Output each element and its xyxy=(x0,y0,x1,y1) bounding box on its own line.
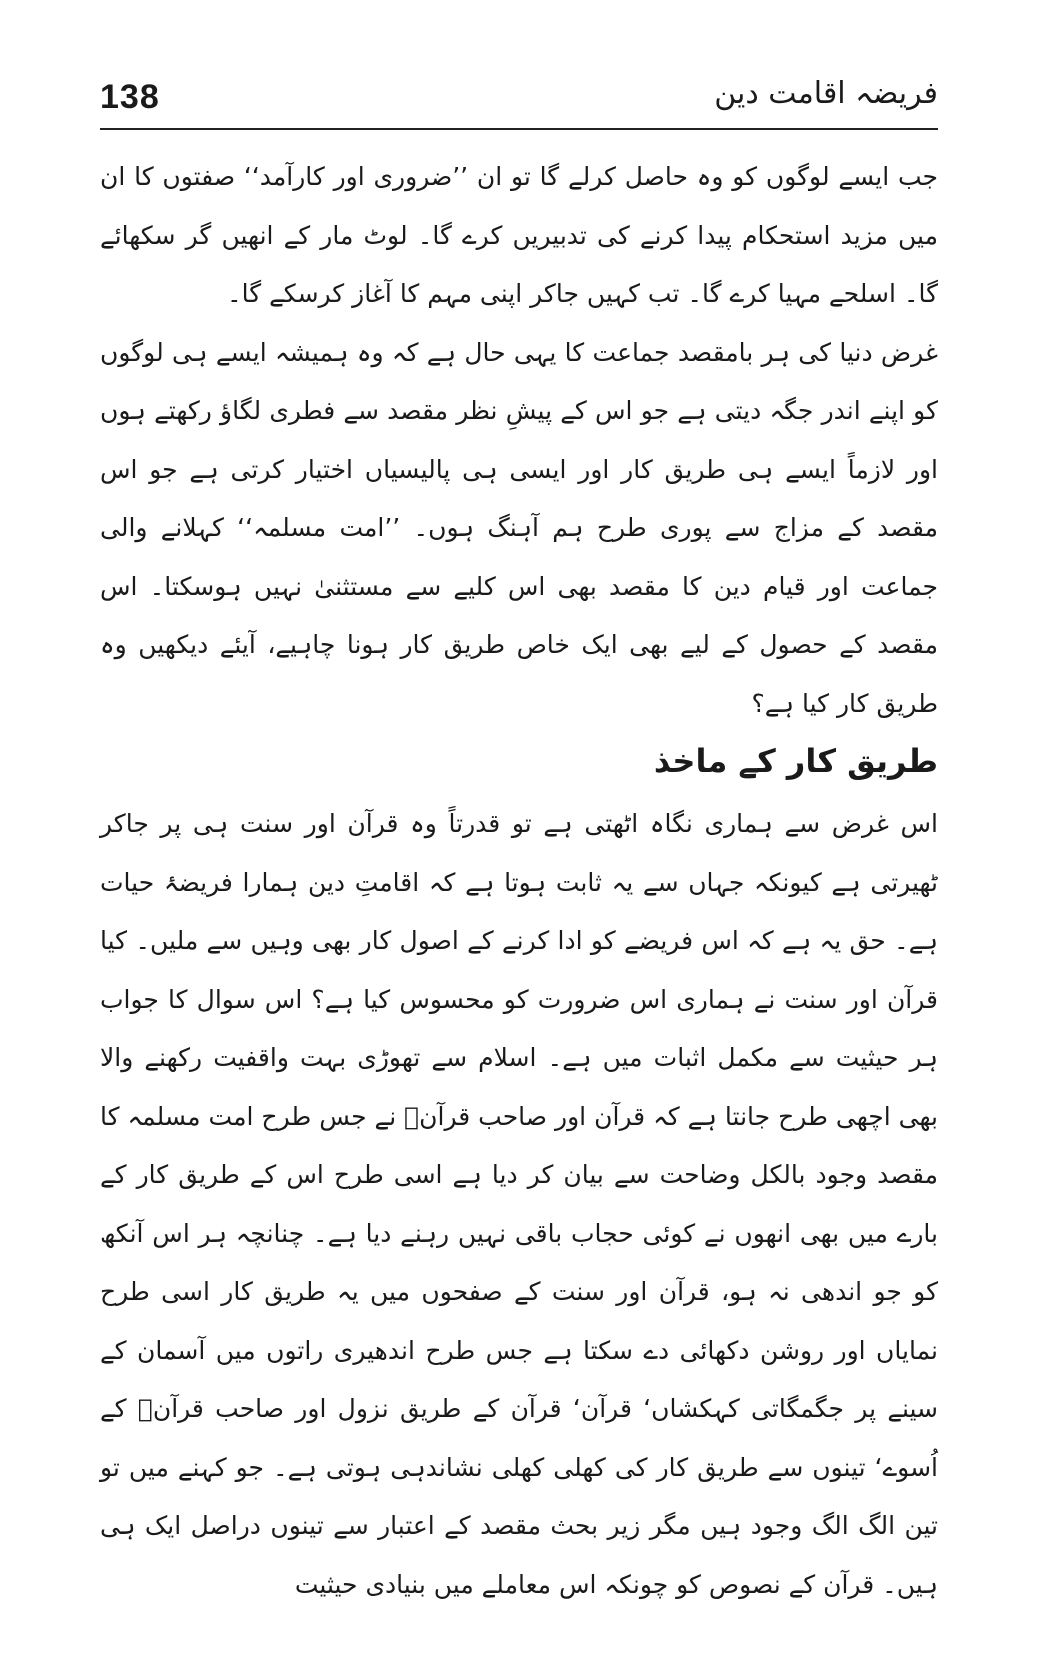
page-number: 138 xyxy=(100,78,160,116)
running-title: فریضہ اقامت دین xyxy=(714,76,938,111)
section-heading: طریق کار کے ماخذ xyxy=(653,742,938,780)
page-header xyxy=(100,70,938,126)
paragraph-1: جب ایسے لوگوں کو وہ حاصل کرلے گا تو ان ’’ضروری اور کارآمد‘‘ صفتوں کا ان میں مزید استحکام پیدا کرنے کی تدبیریں کرے گا۔ لوٹ مار کے انھیں گر سکھائے گا۔ اسلحے مہیا کرے گا۔ تب کہیں جاکر اپنی مہم کا آغاز کرسکے گا۔ xyxy=(100,162,938,308)
paragraph-2: غرض دنیا کی ہر بامقصد جماعت کا یہی حال ہے کہ وہ ہمیشہ ایسے ہی لوگوں کو اپنے اندر جگہ دیتی ہے جو اس کے پیشِ نظر مقصد سے فطری لگاؤ رکھتے ہوں اور لازماً ایسے ہی طریق کار اور ایسی ہی پالیسیاں اختیار کرتی ہے جو اس مقصد کے مزاج سے پوری طرح ہم آہنگ ہوں۔ ’’امت مسلمہ‘‘ کہلانے والی جماعت اور قیام دین کا مقصد بھی اس کلیے سے مستثنیٰ نہیں ہوسکتا۔ اس مقصد کے حصول کے لیے بھی ایک خاص طریق کار ہونا چاہیے، آیئے دیکھیں وہ طریق کار کیا ہے؟ xyxy=(100,337,938,718)
body-text xyxy=(100,148,938,1614)
header-rule xyxy=(100,128,938,130)
paragraph-3: اس غرض سے ہماری نگاہ اٹھتی ہے تو قدرتاً وہ قرآن اور سنت ہی پر جاکر ٹھیرتی ہے کیونکہ جہاں سے یہ ثابت ہوتا ہے کہ اقامتِ دین ہمارا فریضۂ حیات ہے۔ حق یہ ہے کہ اس فریضے کو ادا کرنے کے اصول کار بھی وہیں سے ملیں۔ کیا قرآن اور سنت نے ہماری اس ضرورت کو محسوس کیا ہے؟ اس سوال کا جواب ہر حیثیت سے مکمل اثبات میں ہے۔ اسلام سے تھوڑی بہت واقفیت رکھنے والا بھی اچھی طرح جانتا ہے کہ قرآن اور صاحب قرآنؐ نے جس طرح امت مسلمہ کا مقصد وجود بالکل وضاحت سے بیان کر دیا ہے اسی طرح اس کے طریق کار کے بارے میں بھی انھوں نے کوئی حجاب باقی نہیں رہنے دیا ہے۔ چنانچہ ہر اس آنکھ کو جو اندھی نہ ہو، قرآن اور سنت کے صفحوں میں یہ طریق کار اسی طرح نمایاں اور روشن دکھائی دے سکتا ہے جس طرح اندھیری راتوں میں آسمان کے سینے پر جگمگاتی کہکشاں‘ قرآن‘ قرآن کے طریق نزول اور صاحب قرآنؐ کے اُسوے‘ تینوں سے طریق کار کی کھلی کھلی نشاندہی ہوتی ہے۔ جو کہنے میں تو تین الگ الگ وجود ہیں مگر زیر بحث مقصد کے اعتبار سے تینوں دراصل ایک ہی ہیں۔ قرآن کے نصوص کو چونکہ اس معاملے میں بنیادی حیثیت xyxy=(100,809,938,1599)
